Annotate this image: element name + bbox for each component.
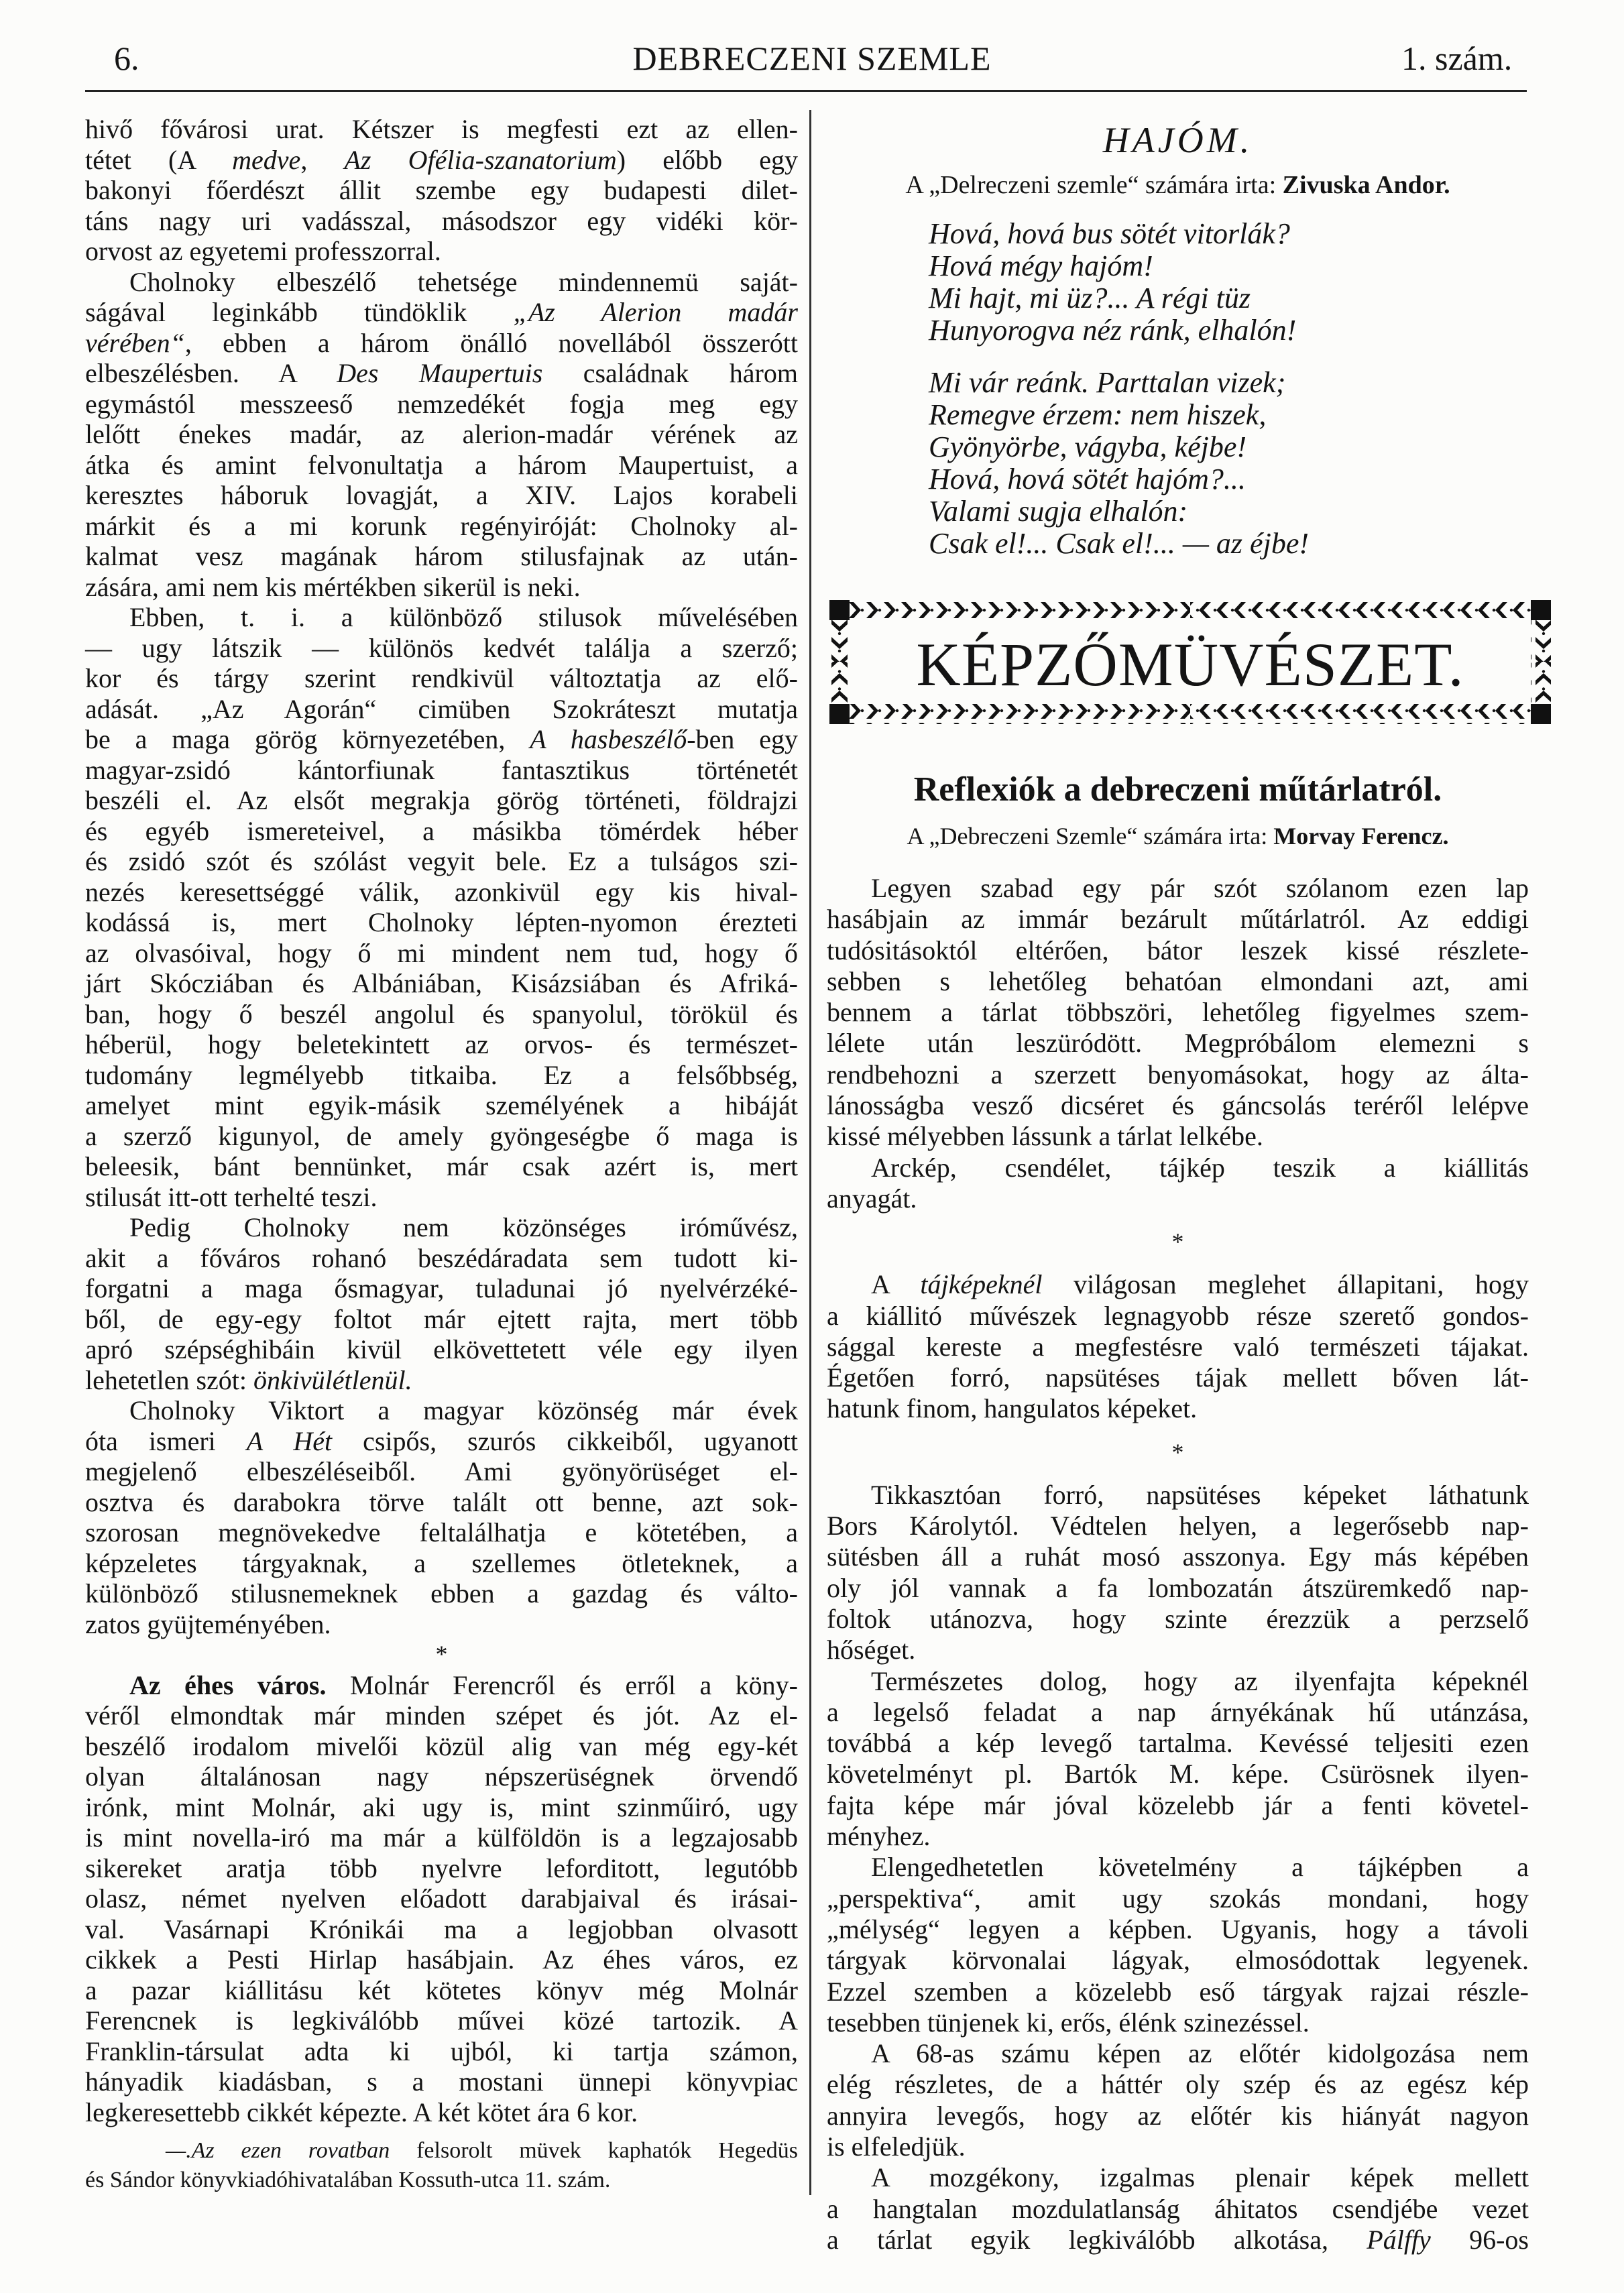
text-run: bennem a tárlat többszöri, lehetőleg figyelmes szem- bbox=[827, 997, 1529, 1028]
text-line bbox=[85, 1761, 798, 1792]
text-run: -ben egy bbox=[687, 724, 799, 754]
text-run: továbbá a kép levegő tartalma. Kevéssé teljesiti ezen bbox=[827, 1728, 1529, 1759]
paragraph bbox=[85, 1395, 798, 1639]
bold-text: Morvay Ferencz. bbox=[1273, 823, 1449, 849]
text-line bbox=[85, 1182, 798, 1213]
text-run: A „Delreczeni szemle“ számára irta: bbox=[905, 171, 1283, 199]
frame-bottom-right bbox=[1190, 704, 1531, 724]
bold-text: Az éhes város. bbox=[129, 1669, 327, 1700]
text-run: és egyéb ismereteivel, a másikba tömérdek héber bbox=[85, 815, 798, 846]
text-line bbox=[827, 1728, 1529, 1759]
text-run: ban, hogy ő beszél angolul és spanyolul, törökül és bbox=[85, 998, 798, 1029]
text-run: rendbehozni a szerzett benyomásokat, hogy az álta- bbox=[827, 1059, 1529, 1090]
text-run: zatos gyüjteményében. bbox=[85, 1608, 331, 1639]
text-line bbox=[827, 2131, 1529, 2162]
text-run: tétet (A bbox=[85, 144, 233, 175]
text-run: követelményt pl. Bartók M. képe. Csürösnek ilyen- bbox=[827, 1759, 1529, 1789]
text-line bbox=[85, 1670, 798, 1701]
text-run: táns nagy uri vadásszal, másodszor egy vidéki kör- bbox=[85, 205, 798, 236]
text-line bbox=[85, 389, 798, 420]
italic-text: Des Maupertuis bbox=[337, 358, 543, 388]
poem-byline bbox=[827, 170, 1529, 200]
paragraph bbox=[85, 267, 798, 603]
text-line bbox=[827, 1790, 1529, 1821]
column-divider bbox=[809, 110, 811, 2195]
text-line bbox=[85, 2005, 798, 2036]
text-run: Pedig Cholnoky nem közönséges iróművész, bbox=[129, 1212, 798, 1242]
text-run: Arckép, csendélet, tájkép teszik a kiállitás bbox=[871, 1152, 1529, 1183]
text-run: magyar-zsidó kántorfiunak fantasztikus történetét bbox=[85, 754, 798, 785]
text-run: A bbox=[871, 1269, 921, 1300]
text-line bbox=[85, 1517, 798, 1548]
text-run: márkit és a mi korunk regényiróját: Cholnoky al- bbox=[85, 510, 798, 541]
text-run: A 68-as számu képen az előtér kidolgozása nem bbox=[871, 2038, 1529, 2069]
italic-text: Pálffy bbox=[1367, 2224, 1431, 2255]
text-line bbox=[827, 1914, 1529, 1945]
text-run: beleesik, bánt bennünket, már csak azért is, mert bbox=[85, 1151, 798, 1181]
text-run: A mozgékony, izgalmas plenair képek mellett bbox=[871, 2162, 1529, 2193]
text-line bbox=[85, 633, 798, 664]
text-run: járt Skócziában és Albániában, Kisázsiában és Afriká- bbox=[85, 968, 798, 998]
frame-top-right bbox=[1190, 600, 1531, 620]
frame-corner bbox=[829, 600, 850, 620]
paragraph bbox=[827, 1852, 1529, 2038]
text-line bbox=[827, 997, 1529, 1028]
text-line bbox=[827, 1332, 1529, 1362]
text-line bbox=[827, 1059, 1529, 1090]
text-line bbox=[827, 1604, 1529, 1635]
text-line bbox=[827, 1635, 1529, 1665]
paragraph bbox=[827, 1666, 1529, 1853]
text-run: ből, de egy-egy foltot már ejtett rajta, mert több bbox=[85, 1303, 798, 1334]
text-line bbox=[827, 2069, 1529, 2100]
text-run: hivő fővárosi urat. Kétszer is megfesti ezt az ellen- bbox=[85, 114, 798, 144]
text-run: bakonyi főerdészt állit szembe egy budapesti dilet- bbox=[85, 175, 798, 205]
article-body bbox=[827, 873, 1529, 2255]
text-line bbox=[85, 1975, 798, 2006]
text-line bbox=[85, 145, 798, 176]
frame-top-left bbox=[850, 600, 1190, 620]
italic-text: önkivülétlenül. bbox=[253, 1364, 412, 1395]
text-run: kodássá is, mert Cholnoky lépten-nyomon érezteti bbox=[85, 907, 798, 937]
text-run: apró szépséghibáin kivül elkövettetett véle egy ilyen bbox=[85, 1334, 798, 1364]
left-column bbox=[85, 114, 798, 2127]
poem-line: Gyönyörbe, vágyba, kéjbe! bbox=[929, 430, 1247, 463]
text-line bbox=[85, 1029, 798, 1060]
text-run: adását. „Az Agorán“ cimüben Szokráteszt mutatja bbox=[85, 693, 798, 724]
bold-text: Zivuska Andor. bbox=[1282, 171, 1450, 199]
text-line bbox=[827, 2225, 1529, 2255]
text-run: óta ismeri bbox=[85, 1425, 247, 1456]
text-line bbox=[85, 1121, 798, 1152]
paragraph bbox=[85, 2136, 798, 2195]
text-line bbox=[827, 1945, 1529, 1976]
text-run: sütésben áll a ruhát mosó asszonya. Egy más képében bbox=[827, 1541, 1529, 1572]
text-line bbox=[827, 1666, 1529, 1697]
text-line bbox=[827, 1573, 1529, 1604]
text-line bbox=[85, 2066, 798, 2097]
page-number: 6. bbox=[114, 40, 139, 77]
text-line bbox=[85, 480, 798, 511]
italic-text: „Az Alerion madár bbox=[513, 297, 798, 327]
text-run: a legelső feladat a nap árnyékának hű utánzása, bbox=[827, 1696, 1529, 1727]
text-line bbox=[85, 938, 798, 969]
text-run: ményhez. bbox=[827, 1821, 931, 1852]
poem-line: Hová mégy hajóm! bbox=[929, 249, 1153, 282]
text-line bbox=[85, 968, 798, 999]
text-run: stilusát itt-ott terhelté teszi. bbox=[85, 1181, 378, 1212]
text-line bbox=[85, 907, 798, 938]
text-line bbox=[85, 1487, 798, 1518]
paragraph bbox=[85, 1212, 798, 1395]
text-line bbox=[85, 2166, 798, 2195]
text-run: tesebben tünjenek ki, erős, élénk szinezéssel. bbox=[827, 2007, 1310, 2038]
text-line bbox=[85, 602, 798, 633]
text-line bbox=[85, 175, 798, 206]
text-run: olasz, német nyelven előadott darabjaival és irásai- bbox=[85, 1883, 798, 1914]
text-run: családnak három bbox=[542, 358, 798, 388]
text-run: képzeletes tárgyaknak, a szellemes ötleteknek, a bbox=[85, 1547, 798, 1578]
text-run: Elengedhetetlen követelmény a tájképben a bbox=[871, 1852, 1529, 1883]
italic-text: A Hét bbox=[246, 1425, 333, 1456]
text-run: Ferencnek is legkiválóbb művei közé tartozik. A bbox=[85, 2005, 798, 2036]
journal-title: DEBRECZENI SZEMLE bbox=[632, 40, 992, 77]
text-line bbox=[85, 297, 798, 328]
text-run: Molnár Ferencről és erről a köny- bbox=[326, 1669, 798, 1700]
text-line bbox=[827, 1821, 1529, 1852]
text-run: akit a főváros rohanó beszédáradata sem tudott ki- bbox=[85, 1242, 798, 1273]
text-line bbox=[85, 2097, 798, 2128]
text-line bbox=[827, 1121, 1529, 1152]
text-run: lelőtt énekes madár, az alerion-madár vérének az bbox=[85, 419, 798, 449]
poem-line: Mi hajt, mi üz?... A régi tüz bbox=[929, 282, 1251, 314]
text-line bbox=[85, 1426, 798, 1457]
text-run: 96-os bbox=[1430, 2224, 1529, 2255]
text-line bbox=[85, 1212, 798, 1243]
text-run: Égetően forró, napsütéses tájak mellett bőven lát- bbox=[827, 1362, 1529, 1393]
frame-bottom-left bbox=[850, 704, 1190, 724]
text-run: is mint novella-iró ma már a külföldön is a legzajosabb bbox=[85, 1822, 798, 1853]
text-line bbox=[827, 1977, 1529, 2007]
frame-corner bbox=[1531, 600, 1551, 620]
poem-line: Csak el!... Csak el!... — az éjbe! bbox=[929, 527, 1309, 560]
text-run: csipős, szurós cikkeiből, ugyanott bbox=[332, 1425, 798, 1456]
text-run: Tikkasztóan forró, napsütéses képeket láthatunk bbox=[871, 1479, 1529, 1510]
header-rule bbox=[85, 90, 1527, 92]
italic-text: A hasbeszélő bbox=[530, 724, 687, 754]
text-run: Ebben, t. i. a különböző stilusok művelésében bbox=[129, 602, 798, 632]
text-run: felsorolt müvek kaphatók Hegedüs bbox=[390, 2138, 799, 2163]
text-run: a pazar kiállitásu két kötetes könyv még Molnár bbox=[85, 1975, 798, 2005]
text-run: a tárlat egyik legkiválóbb alkotása, bbox=[827, 2224, 1367, 2255]
text-line bbox=[85, 1334, 798, 1365]
text-run: világosan meglehet állapitani, hogy bbox=[1042, 1269, 1529, 1300]
poem-title: HAJÓM. bbox=[1102, 120, 1253, 160]
text-run: hatunk finom, hangulatos képeket. bbox=[827, 1393, 1198, 1424]
text-line bbox=[85, 1060, 798, 1091]
issue-number: 1. szám. bbox=[1401, 40, 1513, 77]
section-separator: * bbox=[435, 1641, 448, 1667]
poem-line: Hová, hová sötét hajóm?... bbox=[929, 463, 1246, 495]
text-run: oly jól vannak a fa lombozatán átszüremkedő nap- bbox=[827, 1572, 1529, 1603]
text-run: a szerző kigunyol, de amely gyöngeségbe ő maga is bbox=[85, 1120, 798, 1151]
text-line bbox=[827, 1883, 1529, 1914]
text-line bbox=[827, 1362, 1529, 1393]
poem-line: Mi vár reánk. Parttalan vizek; bbox=[929, 366, 1286, 399]
text-run: Cholnoky elbeszélő tehetsége mindennemü saját- bbox=[129, 266, 798, 297]
text-line bbox=[827, 1269, 1529, 1300]
text-line bbox=[85, 846, 798, 877]
text-run: beszélő irodalom mivelői közül alig van még egy-két bbox=[85, 1730, 798, 1761]
stanza-gap bbox=[929, 347, 1309, 367]
poem-line: Hová, hová bus sötét vitorlák? bbox=[929, 217, 1290, 250]
text-line bbox=[827, 1541, 1529, 1572]
section-separator: * bbox=[1171, 1228, 1184, 1256]
text-line bbox=[827, 2007, 1529, 2038]
text-line bbox=[827, 904, 1529, 935]
frame-corner bbox=[1531, 704, 1551, 724]
text-line bbox=[85, 1883, 798, 1914]
text-run: véről elmondtak már minden szépet és jót. Az el- bbox=[85, 1700, 798, 1730]
text-run: a hangtalan mozdulatlanság áhitatos csendjébe vezet bbox=[827, 2193, 1529, 2224]
paragraph bbox=[827, 1269, 1529, 1424]
paragraph bbox=[85, 1670, 798, 2128]
text-line bbox=[827, 1183, 1529, 1214]
italic-text: Az Ofélia-szanatorium bbox=[344, 144, 617, 175]
text-run: lehetetlen szót: bbox=[85, 1364, 254, 1395]
text-run: átka és amint felvonultatja a három Maupertuist, a bbox=[85, 449, 798, 480]
text-run: orvost az egyetemi professzorral. bbox=[85, 236, 441, 266]
text-run: cikkek a Pesti Hirlap hasábjain. Az éhes város, ez bbox=[85, 1944, 798, 1975]
text-line bbox=[85, 1090, 798, 1121]
text-line bbox=[85, 572, 798, 603]
poem-line: Remegve érzem: nem hiszek, bbox=[929, 398, 1267, 431]
text-run: egymástól messzeeső nemzedékét fogja meg egy bbox=[85, 388, 798, 419]
text-line bbox=[85, 1304, 798, 1335]
italic-text: —.Az ezen rovatban bbox=[166, 2138, 390, 2163]
text-run: annyira levegős, hogy az előtér kis hiányát nagyon bbox=[827, 2100, 1529, 2131]
text-run: Cholnoky Viktort a magyar közönség már évek bbox=[129, 1395, 798, 1425]
text-run: keresztes háboruk lovagját, a XIV. Lajos korabeli bbox=[85, 480, 798, 510]
text-line bbox=[85, 999, 798, 1030]
text-run: A „Debreczeni Szemle“ számára irta: bbox=[907, 823, 1274, 849]
text-line bbox=[85, 358, 798, 389]
text-line bbox=[85, 2136, 798, 2166]
text-line bbox=[827, 1759, 1529, 1789]
text-line bbox=[827, 2162, 1529, 2193]
text-line bbox=[827, 1090, 1529, 1121]
text-run: megjelenő elbeszéléseiből. Ami gyönyörüséget el- bbox=[85, 1456, 798, 1486]
text-run: ságával leginkább tündöklik bbox=[85, 297, 514, 327]
text-run: sikereket aratja több nyelvre leforditott, legutóbb bbox=[85, 1853, 798, 1883]
text-line bbox=[85, 267, 798, 298]
text-run: osztva és darabokra törve talált ott benne, azt sok- bbox=[85, 1486, 798, 1517]
text-line bbox=[85, 1243, 798, 1274]
text-line bbox=[85, 694, 798, 725]
text-run: lánosságba vesző dicséret és gáncsolás teréről lelépve bbox=[827, 1090, 1529, 1121]
paragraph bbox=[827, 1480, 1529, 1666]
text-line bbox=[85, 877, 798, 908]
text-run: olyan általánosan nagy népszerüségnek örvendő bbox=[85, 1761, 798, 1791]
text-line bbox=[85, 1395, 798, 1426]
text-line bbox=[85, 663, 798, 694]
text-run: amelyet mint egyik-másik személyének a hibáját bbox=[85, 1090, 798, 1120]
text-line bbox=[85, 1578, 798, 1609]
text-line bbox=[85, 419, 798, 450]
text-run: „mélység“ legyen a képben. Ugyanis, hogy a távoli bbox=[827, 1914, 1529, 1944]
text-line bbox=[827, 1393, 1529, 1424]
text-line bbox=[827, 2038, 1529, 2069]
poem-line: Hunyorogva néz ránk, elhalón! bbox=[929, 314, 1297, 347]
text-run: is elfeledjük. bbox=[827, 2131, 966, 2162]
text-line bbox=[85, 816, 798, 847]
text-run: beszéli el. Az elsőt megrakja görög történeti, földrajzi bbox=[85, 785, 798, 815]
text-run: anyagát. bbox=[827, 1183, 917, 1214]
paragraph bbox=[827, 2162, 1529, 2255]
section-separator: * bbox=[1171, 1438, 1184, 1466]
text-run: elég részletes, de a háttér oly szép és az egész kép bbox=[827, 2069, 1529, 2100]
paragraph bbox=[85, 114, 798, 267]
italic-text: tájképeknél bbox=[920, 1269, 1043, 1300]
text-run: hasábjain az immár bezárult műtárlatról. Az eddigi bbox=[827, 904, 1529, 935]
text-line bbox=[827, 1697, 1529, 1728]
text-line bbox=[85, 1273, 798, 1304]
text-run: héberül, hogy beletekintett az orvos- és természet- bbox=[85, 1029, 798, 1059]
text-line bbox=[85, 1731, 798, 1762]
text-run: és Sándor könyvkiadóhivatalában Kossuth-utca 11. szám. bbox=[85, 2168, 611, 2192]
text-line bbox=[827, 966, 1529, 997]
text-line bbox=[85, 1914, 798, 1945]
text-line bbox=[85, 1151, 798, 1182]
text-line bbox=[85, 785, 798, 816]
footnote bbox=[85, 2136, 798, 2195]
poem-body bbox=[929, 218, 1309, 560]
text-run: Legyen szabad egy pár szót szólanom ezen lap bbox=[871, 873, 1529, 903]
paragraph bbox=[827, 873, 1529, 1153]
text-line bbox=[827, 1852, 1529, 1883]
text-line bbox=[85, 1700, 798, 1731]
text-run: lélete után leszüródött. Megpróbálom elemezni s bbox=[827, 1028, 1529, 1059]
text-run: az olvasóival, hogy ő mi mindent nem tud, hogy ő bbox=[85, 937, 798, 968]
text-run: és zsidó szót és szólást vegyit bele. Ez a tulságos szi- bbox=[85, 846, 798, 876]
text-line bbox=[85, 1853, 798, 1884]
text-run: szorosan megnövekedve feltalálhatja e kötetében, a bbox=[85, 1517, 798, 1547]
text-run: fajta képe már jóval közelebb jár a fenti követel- bbox=[827, 1789, 1529, 1820]
text-run: sebben s lehetőleg behatóan elmondani azt, ami bbox=[827, 965, 1529, 996]
text-line bbox=[85, 511, 798, 542]
text-line bbox=[85, 755, 798, 786]
text-line bbox=[85, 541, 798, 572]
text-run: — ugy látszik — különös kedvét találja a szerző; bbox=[85, 632, 798, 663]
text-line bbox=[827, 1153, 1529, 1183]
article-byline bbox=[827, 822, 1529, 850]
text-run: legkeresettebb cikkét képezte. A két kötet ára 6 kor. bbox=[85, 2097, 638, 2127]
text-line bbox=[85, 114, 798, 145]
text-line bbox=[827, 2101, 1529, 2131]
frame-corner bbox=[829, 704, 850, 724]
text-run: , bbox=[300, 144, 345, 175]
text-run: Természetes dolog, hogy az ilyenfajta képeknél bbox=[871, 1665, 1529, 1696]
text-run: val. Vasárnapi Krónikái ma a legjobban olvasott bbox=[85, 1914, 798, 1944]
text-run: tárgyak körvonalai lágyak, elmosódottak legyenek. bbox=[827, 1945, 1529, 1976]
text-line bbox=[85, 1944, 798, 1975]
text-run: hányadik kiadásban, s a mostani ünnepi könyvpiac bbox=[85, 2066, 798, 2097]
italic-text: vérében“ bbox=[85, 327, 185, 358]
text-run: kalmat vesz magának három stilusfajnak az után- bbox=[85, 541, 798, 571]
text-line bbox=[85, 1609, 798, 1640]
text-run: kissé mélyebben lássunk a tárlat lelkébe. bbox=[827, 1121, 1263, 1152]
text-line bbox=[827, 873, 1529, 904]
text-run: kor és tárgy szerint rendkivül változtatja az elő- bbox=[85, 663, 798, 693]
text-run: ) előbb egy bbox=[616, 144, 798, 175]
text-run: sággal kereste a megfestésre való természeti tájakat. bbox=[827, 1331, 1529, 1362]
text-line bbox=[827, 2194, 1529, 2225]
text-line bbox=[827, 1301, 1529, 1332]
text-run: elbeszélésben. A bbox=[85, 358, 337, 388]
text-run: , ebben a három önálló novellából összerótt bbox=[184, 327, 798, 358]
text-line bbox=[85, 1456, 798, 1487]
text-line bbox=[827, 935, 1529, 966]
text-run: foltok utánozva, hogy szinte érezzük a perzselő bbox=[827, 1603, 1529, 1634]
text-run: Franklin-társulat adta ki ujból, ki tartja számon, bbox=[85, 2036, 798, 2066]
text-line bbox=[85, 1548, 798, 1579]
text-run: zására, ami nem kis mértékben sikerül is neki. bbox=[85, 571, 581, 602]
text-line bbox=[85, 1822, 798, 1853]
text-line bbox=[85, 1792, 798, 1823]
text-run: a kiállitó művészek legnagyobb része szerető gondos- bbox=[827, 1300, 1529, 1331]
text-line bbox=[827, 1028, 1529, 1059]
text-run: hőséget. bbox=[827, 1635, 916, 1665]
text-line bbox=[85, 206, 798, 237]
text-run: irónk, mint Molnár, aki ugy is, mint szinműiró, ugy bbox=[85, 1791, 798, 1822]
paragraph bbox=[827, 2038, 1529, 2162]
italic-text: medve bbox=[232, 144, 301, 175]
poem-line: Valami sugja elhalón: bbox=[929, 495, 1188, 528]
text-run: nezés keresettséggé válik, azonkivül egy kis hival- bbox=[85, 876, 798, 907]
text-line bbox=[85, 2036, 798, 2067]
text-run: „perspektiva“, amit ugy szokás mondani, hogy bbox=[827, 1883, 1529, 1914]
article-title: Reflexiók a debreczeni műtárlatról. bbox=[913, 770, 1442, 809]
paragraph bbox=[85, 602, 798, 1212]
text-run: Ezzel szemben a közelebb eső tárgyak rajzai részle- bbox=[827, 1976, 1529, 2007]
section-title: KÉPZŐMÜVÉSZET. bbox=[916, 630, 1464, 699]
text-line bbox=[827, 1480, 1529, 1511]
text-line bbox=[85, 236, 798, 267]
text-line bbox=[85, 450, 798, 481]
text-line bbox=[85, 328, 798, 359]
text-line bbox=[85, 1365, 798, 1396]
text-line bbox=[85, 724, 798, 755]
text-run: tudósitásoktól eltérően, bátor leszek kissé részlete- bbox=[827, 935, 1529, 965]
text-line bbox=[827, 1511, 1529, 1541]
text-run: be a maga görög környezetében, bbox=[85, 724, 530, 754]
text-run: Bors Károlytól. Védtelen helyen, a legerősebb nap- bbox=[827, 1511, 1529, 1541]
text-run: forgatni a maga ősmagyar, tuladunai jó nyelvérzéké- bbox=[85, 1273, 798, 1303]
text-run: tudomány legmélyebb titkaiba. Ez a felsőbbség, bbox=[85, 1059, 798, 1090]
paragraph bbox=[827, 1153, 1529, 1215]
text-run: különböző stilusnemeknek ebben a gazdag és válto- bbox=[85, 1578, 798, 1608]
